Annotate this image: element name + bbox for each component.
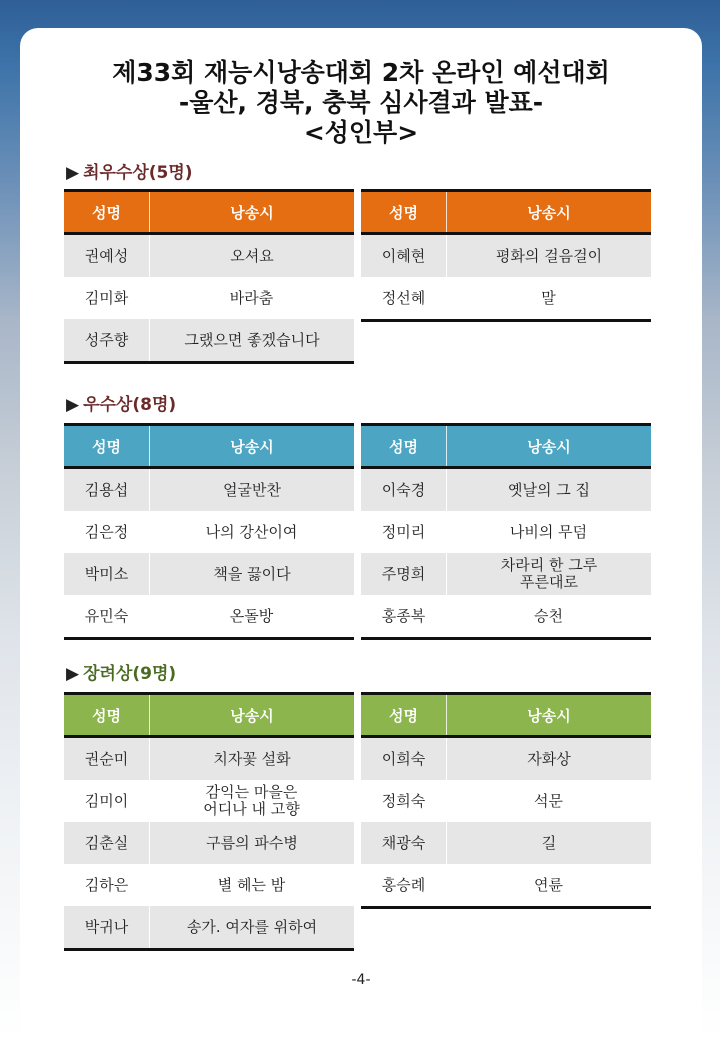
winner-name: 이혜현	[361, 235, 447, 277]
table-header	[64, 426, 354, 469]
header-name: 성명	[361, 695, 447, 735]
header-poem: 낭송시	[230, 706, 274, 725]
header-poem: 낭송시	[527, 706, 571, 725]
excellence-prize-table-right	[361, 423, 651, 640]
excellence-prize-label	[66, 390, 176, 415]
winner-name: 홍승례	[381, 875, 426, 894]
table-header	[64, 695, 354, 738]
winner-name: 권순미	[64, 738, 150, 780]
table-row	[361, 235, 651, 277]
poem-title: 나비의 무덤	[509, 522, 588, 541]
excellence-prize-table-left	[64, 423, 354, 640]
grand-prize-table-left	[64, 189, 354, 364]
table-header	[361, 695, 651, 738]
table-row	[64, 553, 354, 595]
winner-name: 박미소	[64, 553, 150, 595]
header-name: 성명	[361, 192, 447, 232]
winner-name: 주명희	[361, 553, 447, 595]
winner-name: 김하은	[84, 875, 129, 894]
poem-title: 자화상	[527, 749, 571, 768]
triangle-bullet-icon: ▶	[66, 664, 80, 684]
poem-title: 책을 끓이다	[213, 564, 291, 583]
grand-prize-table-right	[361, 189, 651, 322]
table-row	[361, 780, 651, 822]
header-poem: 낭송시	[230, 437, 274, 456]
poem-title: 차라리 한 그루 푸른대로	[500, 556, 598, 591]
poem-title: 송가. 여자를 위하여	[186, 917, 318, 936]
winner-name: 홍종복	[381, 606, 426, 625]
encouragement-prize-label	[66, 659, 176, 684]
winner-name: 권예성	[64, 235, 150, 277]
encouragement-prize-table-right	[361, 692, 651, 909]
table-row	[361, 469, 651, 511]
table-header	[64, 192, 354, 235]
table-row	[64, 864, 354, 906]
table-header	[361, 192, 651, 235]
header-name: 성명	[361, 426, 447, 466]
poem-title: 별 헤는 밤	[217, 875, 286, 894]
poem-title: 옛날의 그 집	[508, 480, 590, 499]
section-title: 최우수상(5명)	[83, 163, 193, 183]
section-title: 장려상(9명)	[83, 664, 177, 684]
header-name: 성명	[64, 192, 150, 232]
winner-name: 채광숙	[361, 822, 447, 864]
document-title	[20, 58, 702, 148]
title-line-3: <성인부>	[303, 118, 419, 147]
triangle-bullet-icon: ▶	[66, 395, 80, 415]
table-row	[361, 738, 651, 780]
winner-name: 유민숙	[84, 606, 129, 625]
poem-title: 길	[541, 833, 557, 852]
table-row	[361, 277, 651, 319]
title-line-1: 제33회 재능시낭송대회 2차 온라인 예선대회	[112, 58, 610, 87]
table-row	[64, 511, 354, 553]
poem-title: 치자꽃 설화	[213, 749, 291, 768]
table-row	[64, 319, 354, 361]
poem-title: 얼굴반찬	[223, 480, 281, 499]
poem-title: 바라춤	[229, 288, 274, 307]
winner-name: 김미이	[84, 791, 129, 810]
header-poem: 낭송시	[527, 437, 571, 456]
table-row	[64, 822, 354, 864]
header-name: 성명	[64, 695, 150, 735]
section-title: 우수상(8명)	[83, 395, 177, 415]
winner-name: 김은정	[84, 522, 129, 541]
poem-title: 감익는 마을은 어디나 내 고향	[203, 783, 300, 818]
poem-title: 구름의 파수병	[206, 833, 298, 852]
page-number: -4-	[351, 972, 371, 988]
poem-title: 평화의 걸음걸이	[495, 246, 603, 265]
poem-title: 온돌방	[229, 606, 274, 625]
winner-name: 이숙경	[361, 469, 447, 511]
table-row	[361, 595, 651, 637]
winner-name: 정희숙	[381, 791, 426, 810]
winner-name: 박귀나	[64, 906, 150, 948]
triangle-bullet-icon: ▶	[66, 163, 80, 183]
poem-title: 그랬으면 좋겠습니다	[184, 330, 320, 349]
table-row	[361, 511, 651, 553]
table-header	[361, 426, 651, 469]
table-row	[64, 469, 354, 511]
winner-name: 성주향	[64, 319, 150, 361]
poem-title: 연륜	[534, 875, 563, 894]
grand-prize-label	[66, 158, 193, 183]
title-line-2: -울산, 경북, 충북 심사결과 발표-	[178, 88, 544, 117]
table-row	[64, 235, 354, 277]
table-row	[64, 277, 354, 319]
table-row	[361, 822, 651, 864]
poem-title: 승천	[534, 606, 563, 625]
winner-name: 정미리	[381, 522, 426, 541]
header-name: 성명	[64, 426, 150, 466]
table-row	[64, 780, 354, 822]
winner-name: 정선혜	[381, 288, 426, 307]
table-row	[64, 738, 354, 780]
winner-name: 김용섭	[64, 469, 150, 511]
poem-title: 석문	[534, 791, 563, 810]
header-poem: 낭송시	[230, 203, 274, 222]
table-row	[361, 553, 651, 595]
table-row	[361, 864, 651, 906]
table-row	[64, 906, 354, 948]
poem-title: 말	[541, 288, 556, 307]
winner-name: 김미화	[84, 288, 129, 307]
document-card	[20, 28, 702, 1040]
poem-title: 오셔요	[230, 246, 274, 265]
winner-name: 김춘실	[64, 822, 150, 864]
table-row	[64, 595, 354, 637]
poem-title: 나의 강산이여	[205, 522, 298, 541]
encouragement-prize-table-left	[64, 692, 354, 951]
header-poem: 낭송시	[527, 203, 571, 222]
winner-name: 이희숙	[361, 738, 447, 780]
